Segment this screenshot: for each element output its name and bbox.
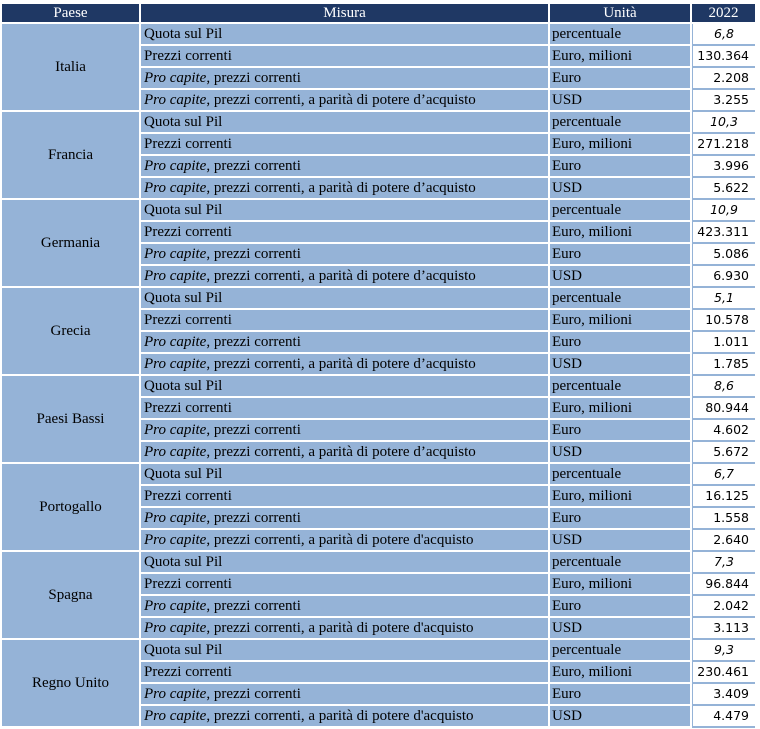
- table-row: [2, 24, 755, 46]
- pro-capite-label: Pro capite: [144, 356, 207, 372]
- measure-cell: [141, 332, 550, 354]
- measure-cell: Quota sul Pil: [141, 376, 550, 398]
- unit-cell: Euro: [550, 332, 692, 354]
- unit-cell: USD: [550, 442, 692, 464]
- header-paese: Paese: [2, 4, 141, 24]
- unit-cell: USD: [550, 354, 692, 376]
- value-cell: 230.461: [692, 662, 755, 684]
- value-cell: 6.930: [692, 266, 755, 288]
- data-table: [2, 4, 755, 728]
- measure-tail-label: , prezzi correnti: [206, 598, 301, 614]
- measure-cell: Prezzi correnti: [141, 310, 550, 332]
- value-cell: 5.672: [692, 442, 755, 464]
- table-row: [2, 112, 755, 134]
- country-cell: Italia: [2, 24, 141, 112]
- table-row: [2, 288, 755, 310]
- value-cell: 80.944: [692, 398, 755, 420]
- pro-capite-label: Pro capite: [144, 708, 207, 724]
- measure-cell: Prezzi correnti: [141, 662, 550, 684]
- measure-tail-label: , prezzi correnti, a parità di potere d’acquisto: [206, 180, 476, 196]
- pro-capite-label: Pro capite: [144, 510, 207, 526]
- pro-capite-label: Pro capite: [144, 334, 207, 350]
- header-anno: 2022: [692, 4, 755, 24]
- unit-cell: USD: [550, 90, 692, 112]
- unit-cell: Euro, milioni: [550, 46, 692, 68]
- pro-capite-label: Pro capite: [144, 620, 207, 636]
- unit-cell: percentuale: [550, 200, 692, 222]
- measure-cell: [141, 156, 550, 178]
- value-cell: 4.479: [692, 706, 755, 728]
- measure-tail-label: , prezzi correnti: [206, 686, 301, 702]
- measure-tail-label: , prezzi correnti, a parità di potere d’acquisto: [206, 92, 476, 108]
- pro-capite-label: Pro capite: [144, 92, 207, 108]
- measure-cell: Quota sul Pil: [141, 112, 550, 134]
- unit-cell: percentuale: [550, 464, 692, 486]
- value-cell: 1.011: [692, 332, 755, 354]
- measure-cell: Prezzi correnti: [141, 574, 550, 596]
- value-cell: 10,9: [692, 200, 755, 222]
- unit-cell: Euro: [550, 684, 692, 706]
- pro-capite-label: Pro capite: [144, 158, 207, 174]
- unit-cell: USD: [550, 706, 692, 728]
- unit-cell: USD: [550, 530, 692, 552]
- country-cell: Grecia: [2, 288, 141, 376]
- value-cell: 130.364: [692, 46, 755, 68]
- measure-cell: [141, 508, 550, 530]
- pro-capite-label: Pro capite: [144, 686, 207, 702]
- value-cell: 6,7: [692, 464, 755, 486]
- measure-tail-label: , prezzi correnti: [206, 246, 301, 262]
- measure-cell: Quota sul Pil: [141, 288, 550, 310]
- unit-cell: Euro: [550, 156, 692, 178]
- unit-cell: percentuale: [550, 552, 692, 574]
- unit-cell: percentuale: [550, 288, 692, 310]
- value-cell: 96.844: [692, 574, 755, 596]
- value-cell: 3.996: [692, 156, 755, 178]
- measure-cell: [141, 90, 550, 112]
- value-cell: 1.558: [692, 508, 755, 530]
- country-cell: Regno Unito: [2, 640, 141, 728]
- table-row: [2, 464, 755, 486]
- table-row: [2, 200, 755, 222]
- measure-cell: [141, 442, 550, 464]
- unit-cell: percentuale: [550, 24, 692, 46]
- pro-capite-label: Pro capite: [144, 598, 207, 614]
- header-row: [2, 4, 755, 24]
- header-unita: Unità: [550, 4, 692, 24]
- value-cell: 2.640: [692, 530, 755, 552]
- unit-cell: Euro: [550, 420, 692, 442]
- measure-cell: Quota sul Pil: [141, 552, 550, 574]
- unit-cell: Euro, milioni: [550, 222, 692, 244]
- unit-cell: USD: [550, 266, 692, 288]
- unit-cell: Euro: [550, 244, 692, 266]
- measure-cell: [141, 266, 550, 288]
- value-cell: 9,3: [692, 640, 755, 662]
- value-cell: 10.578: [692, 310, 755, 332]
- unit-cell: Euro, milioni: [550, 398, 692, 420]
- unit-cell: USD: [550, 178, 692, 200]
- measure-tail-label: , prezzi correnti, a parità di potere d'acquisto: [206, 532, 474, 548]
- measure-cell: Prezzi correnti: [141, 486, 550, 508]
- value-cell: 16.125: [692, 486, 755, 508]
- measure-tail-label: , prezzi correnti: [206, 158, 301, 174]
- value-cell: 10,3: [692, 112, 755, 134]
- measure-cell: Prezzi correnti: [141, 222, 550, 244]
- value-cell: 423.311: [692, 222, 755, 244]
- measure-cell: Quota sul Pil: [141, 200, 550, 222]
- unit-cell: Euro: [550, 508, 692, 530]
- unit-cell: Euro, milioni: [550, 310, 692, 332]
- unit-cell: percentuale: [550, 640, 692, 662]
- value-cell: 3.113: [692, 618, 755, 640]
- value-cell: 6,8: [692, 24, 755, 46]
- country-cell: Germania: [2, 200, 141, 288]
- measure-tail-label: , prezzi correnti, a parità di potere d'acquisto: [206, 620, 474, 636]
- measure-cell: [141, 596, 550, 618]
- pro-capite-label: Pro capite: [144, 422, 207, 438]
- unit-cell: Euro, milioni: [550, 662, 692, 684]
- pro-capite-label: Pro capite: [144, 70, 207, 86]
- value-cell: 3.409: [692, 684, 755, 706]
- table-row: [2, 640, 755, 662]
- measure-cell: [141, 684, 550, 706]
- value-cell: 2.042: [692, 596, 755, 618]
- country-cell: Francia: [2, 112, 141, 200]
- measure-tail-label: , prezzi correnti: [206, 70, 301, 86]
- measure-cell: [141, 68, 550, 90]
- measure-cell: Quota sul Pil: [141, 24, 550, 46]
- measure-tail-label: , prezzi correnti, a parità di potere d’acquisto: [206, 268, 476, 284]
- country-cell: Paesi Bassi: [2, 376, 141, 464]
- unit-cell: USD: [550, 618, 692, 640]
- country-cell: Spagna: [2, 552, 141, 640]
- pro-capite-label: Pro capite: [144, 532, 207, 548]
- unit-cell: Euro, milioni: [550, 486, 692, 508]
- country-cell: Portogallo: [2, 464, 141, 552]
- header-misura: Misura: [141, 4, 550, 24]
- unit-cell: Euro, milioni: [550, 134, 692, 156]
- value-cell: 3.255: [692, 90, 755, 112]
- table-row: [2, 376, 755, 398]
- measure-cell: Quota sul Pil: [141, 464, 550, 486]
- measure-cell: Prezzi correnti: [141, 46, 550, 68]
- measure-cell: Prezzi correnti: [141, 398, 550, 420]
- measure-cell: Prezzi correnti: [141, 134, 550, 156]
- measure-cell: [141, 178, 550, 200]
- measure-cell: [141, 530, 550, 552]
- measure-tail-label: , prezzi correnti: [206, 334, 301, 350]
- measure-cell: Quota sul Pil: [141, 640, 550, 662]
- measure-tail-label: , prezzi correnti, a parità di potere d’acquisto: [206, 356, 476, 372]
- measure-cell: [141, 618, 550, 640]
- measure-tail-label: , prezzi correnti: [206, 510, 301, 526]
- unit-cell: percentuale: [550, 376, 692, 398]
- value-cell: 5.622: [692, 178, 755, 200]
- unit-cell: percentuale: [550, 112, 692, 134]
- value-cell: 7,3: [692, 552, 755, 574]
- unit-cell: Euro, milioni: [550, 574, 692, 596]
- value-cell: 5.086: [692, 244, 755, 266]
- measure-cell: [141, 706, 550, 728]
- pro-capite-label: Pro capite: [144, 246, 207, 262]
- value-cell: 4.602: [692, 420, 755, 442]
- measure-tail-label: , prezzi correnti, a parità di potere d’acquisto: [206, 444, 476, 460]
- pro-capite-label: Pro capite: [144, 444, 207, 460]
- value-cell: 8,6: [692, 376, 755, 398]
- measure-tail-label: , prezzi correnti: [206, 422, 301, 438]
- measure-cell: [141, 354, 550, 376]
- unit-cell: Euro: [550, 596, 692, 618]
- pro-capite-label: Pro capite: [144, 180, 207, 196]
- measure-cell: [141, 244, 550, 266]
- measure-cell: [141, 420, 550, 442]
- value-cell: 1.785: [692, 354, 755, 376]
- unit-cell: Euro: [550, 68, 692, 90]
- measure-tail-label: , prezzi correnti, a parità di potere d'acquisto: [206, 708, 474, 724]
- table-body: [2, 24, 755, 728]
- pro-capite-label: Pro capite: [144, 268, 207, 284]
- value-cell: 2.208: [692, 68, 755, 90]
- value-cell: 5,1: [692, 288, 755, 310]
- value-cell: 271.218: [692, 134, 755, 156]
- table-row: [2, 552, 755, 574]
